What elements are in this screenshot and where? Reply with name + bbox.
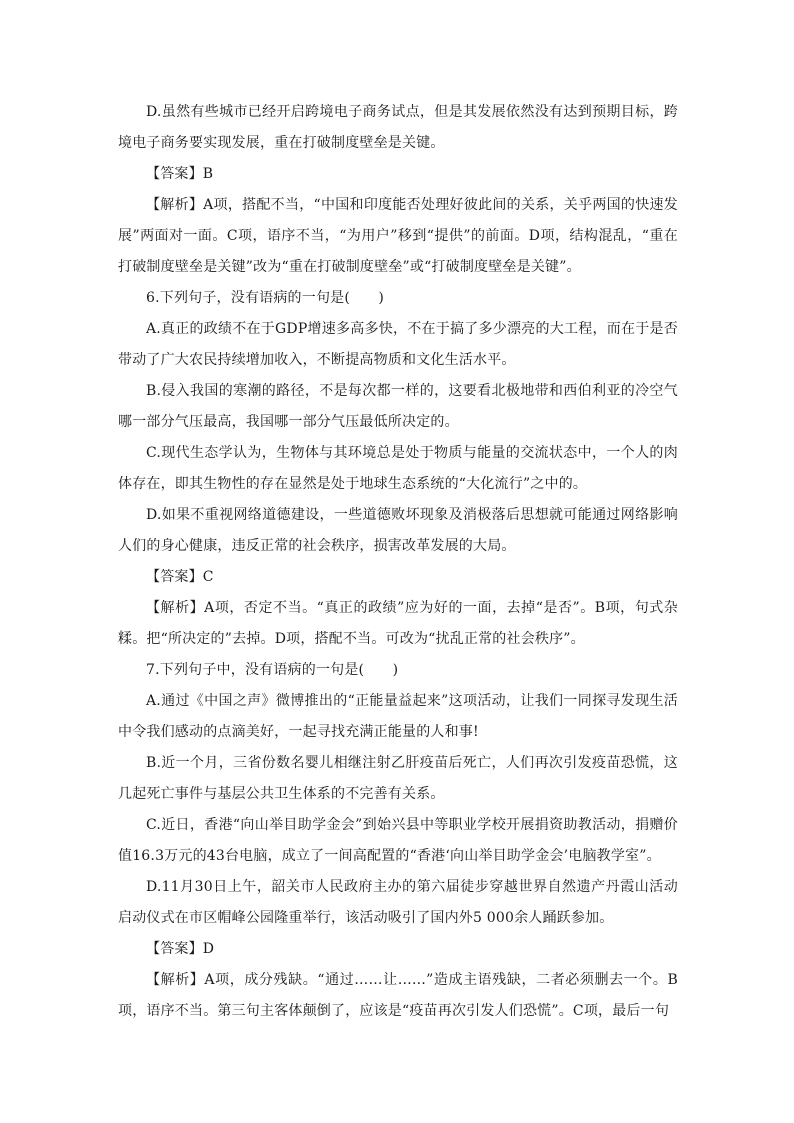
analysis-q5: 【解析】A项，搭配不当，“中国和印度能否处理好彼此间的关系，关乎两国的快速发展”两面对一面。C项，语序不当，“为用户”移到“提供”的前面。D项，结构混乱，“重在打破制度壁垒是关键”改为“重在打破制度壁垒”或“打破制度壁垒是关键”。 — [118, 197, 678, 275]
answer-q7: 【答案】D — [146, 941, 215, 957]
question-7: 7.下列句子中，没有语病的一句是( ) — [146, 662, 399, 678]
answer-q5: 【答案】B — [146, 166, 214, 182]
answer-q6: 【答案】C — [146, 569, 214, 585]
option-b-q6: B.侵入我国的寒潮的路径，不是每次都一样的，这要看北极地带和西伯利亚的冷空气哪一部分气压最高，我国哪一部分气压最低所决定的。 — [118, 383, 678, 430]
option-c-q6: C.现代生态学认为，生物体与其环境总是处于物质与能量的交流状态中，一个人的肉体存在，即其生物性的存在显然是处于地球生态系统的“大化流行”之中的。 — [118, 445, 678, 492]
option-a-q7: A.通过《中国之声》微博推出的“正能量益起来”这项活动，让我们一同探寻发现生活中令我们感动的点滴美好，一起寻找充满正能量的人和事! — [118, 693, 678, 740]
option-d-q6: D.如果不重视网络道德建设，一些道德败坏现象及消极落后思想就可能通过网络影响人们的身心健康，违反正常的社会秩序，损害改革发展的大局。 — [118, 507, 678, 554]
option-d-q7: D.11月30日上午，韶关市人民政府主办的第六届徒步穿越世界自然遗产丹霞山活动启动仪式在市区帽峰公园隆重举行，该活动吸引了国内外5 000余人踊跃参加。 — [118, 879, 678, 926]
analysis-q7: 【解析】A项，成分残缺。“通过……让……”造成主语残缺，二者必须删去一个。B项，语序不当。第三句主客体颠倒了，应该是“疫苗再次引发人们恐慌”。C项，最后一句 — [118, 972, 678, 1019]
option-a-q6: A.真正的政绩不在于GDP增速多高多快，不在于搞了多少漂亮的大工程，而在于是否带动了广大农民持续增加收入，不断提高物质和文化生活水平。 — [118, 321, 678, 368]
analysis-q6: 【解析】A项，否定不当。“真正的政绩”应为好的一面，去掉“是否”。B项，句式杂糅。把“所决定的”去掉。D项，搭配不当。可改为“扰乱正常的社会秩序”。 — [118, 600, 678, 647]
option-c-q7: C.近日，香港“向山举目助学金会”到始兴县中等职业学校开展捐资助教活动，捐赠价值16.3万元的43台电脑，成立了一间高配置的“香港‘向山举目助学金会’电脑教学室”。 — [118, 817, 678, 864]
option-d-q5: D.虽然有些城市已经开启跨境电子商务试点，但是其发展依然没有达到预期目标，跨境电子商务要实现发展，重在打破制度壁垒是关键。 — [118, 104, 678, 151]
option-b-q7: B.近一个月，三省份数名婴儿相继注射乙肝疫苗后死亡，人们再次引发疫苗恐慌，这几起死亡事件与基层公共卫生体系的不完善有关系。 — [118, 755, 678, 802]
document-body — [118, 97, 678, 1027]
question-6: 6.下列句子，没有语病的一句是( ) — [146, 290, 385, 306]
